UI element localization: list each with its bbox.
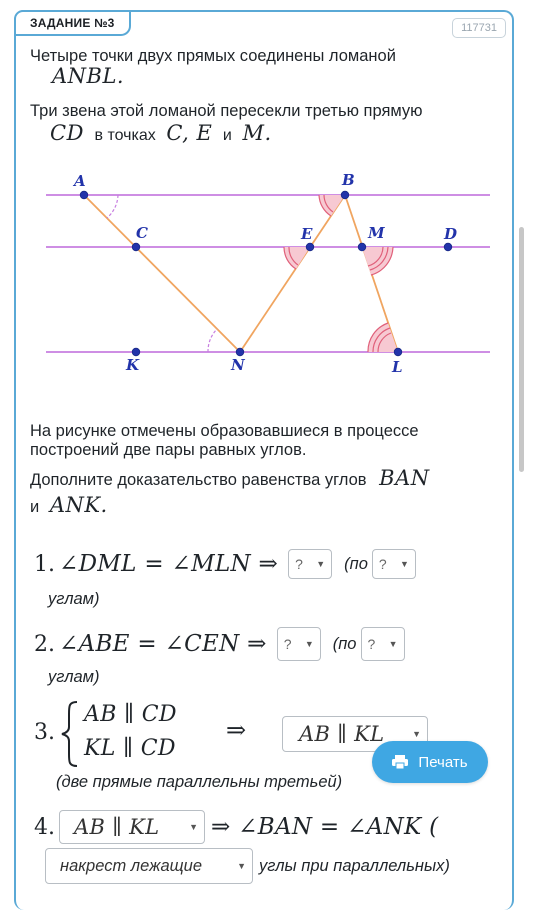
label-m: M	[368, 224, 385, 242]
label-d: D	[444, 225, 458, 243]
step-4-premise-select[interactable]: AB ∥ KL ▼	[59, 810, 205, 844]
step-1-conclusion-select[interactable]: ? ▼	[288, 549, 332, 579]
point-k	[132, 348, 140, 356]
angle-mark-b	[319, 195, 345, 216]
chevron-down-icon: ▼	[399, 559, 409, 569]
angle-mark-e	[284, 247, 310, 269]
step-3-note: (две прямые параллельны третьей)	[56, 773, 343, 791]
point-a	[80, 191, 88, 199]
step-3-conclusion-select[interactable]: AB ∥ KL ▼	[282, 716, 428, 752]
point-l	[394, 348, 402, 356]
label-c: C	[136, 224, 148, 242]
label-l: L	[392, 358, 403, 376]
chevron-down-icon: ▼	[412, 729, 421, 739]
chevron-down-icon: ▼	[304, 639, 314, 649]
point-m	[358, 243, 366, 251]
label-b: B	[342, 171, 355, 189]
points	[80, 191, 452, 356]
scrollbar[interactable]	[519, 227, 524, 472]
step-1-reason-select[interactable]: ? ▼	[372, 549, 416, 579]
geometry-figure	[30, 170, 500, 380]
chevron-down-icon: ▼	[316, 559, 326, 569]
intro-line-1: Четыре точки двух прямых соединены ломаной	[30, 47, 396, 65]
segment-an	[84, 195, 240, 352]
label-e: E	[301, 225, 313, 243]
angle-mark-n	[208, 329, 217, 352]
print-button[interactable]: Печать	[372, 741, 488, 783]
angle-mark-a	[107, 195, 118, 218]
chevron-down-icon: ▼	[189, 822, 198, 832]
step-2-tail: углам)	[48, 668, 100, 686]
intro-line-2: Три звена этой ломаной пересекли третью прямую	[30, 102, 423, 120]
point-d	[444, 243, 452, 251]
parallel-lines	[46, 195, 490, 352]
label-a: A	[74, 172, 86, 190]
point-n	[236, 348, 244, 356]
point-b	[341, 191, 349, 199]
chevron-down-icon: ▼	[388, 639, 398, 649]
chevron-down-icon: ▼	[237, 861, 246, 871]
body-line-4: и ANK.	[30, 493, 108, 517]
body-line-1: На рисунке отмечены образовавшиеся в процессе	[30, 422, 419, 440]
brace-icon	[60, 700, 80, 768]
segment-nb	[240, 195, 345, 352]
label-n: N	[231, 356, 245, 374]
step-1: 1. ∠DML = ∠MLN ⇒ ? ▼ (по ? ▼	[34, 549, 416, 579]
printer-icon	[392, 755, 408, 769]
angle-marks	[107, 195, 398, 352]
step-4-angle-type-select[interactable]: накрест лежащие ▼	[45, 848, 253, 884]
polyline-anbl	[84, 195, 398, 352]
step-2: 2. ∠ABE = ∠CEN ⇒ ? ▼ (по ? ▼	[34, 627, 405, 661]
step-2-conclusion-select[interactable]: ? ▼	[277, 627, 321, 661]
point-labels	[72, 171, 457, 376]
point-e	[306, 243, 314, 251]
task-number-badge: ЗАДАНИЕ №3	[14, 10, 131, 36]
step-1-tail: углам)	[48, 590, 100, 608]
step-4: 4. AB ∥ KL ▼ ⇒ ∠BAN = ∠ANK (	[34, 810, 438, 844]
task-id-badge: 117731	[452, 18, 506, 38]
point-c	[132, 243, 140, 251]
intro-line-3: CD в точках C, E и M.	[50, 121, 272, 145]
step-4-reason: накрест лежащие ▼ углы при параллельных)	[45, 848, 450, 884]
step-3: 3. AB ∥ CD KL ∥ CD ⇒ AB ∥ KL ▼	[34, 700, 364, 770]
label-k: K	[126, 356, 140, 374]
step-2-reason-select[interactable]: ? ▼	[361, 627, 405, 661]
body-line-3: Дополните доказательство равенства углов BAN	[30, 466, 430, 490]
body-line-2: построений две пары равных углов.	[30, 441, 307, 459]
intro-polyline: ANBL.	[52, 64, 125, 88]
